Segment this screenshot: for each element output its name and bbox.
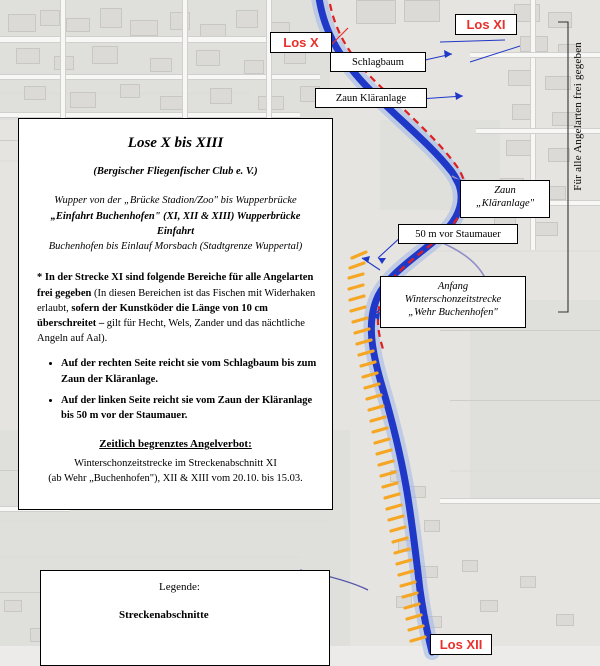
ban-line2: (ab Wehr „Buchenhofen"), XII & XIII vom 20.10. bis 15.03. xyxy=(48,473,303,485)
winter-line3: „Wehr Buchenhofen" xyxy=(408,307,498,319)
info-title: Lose X bis XIII xyxy=(127,135,224,151)
para1-b: (In diesen Bereichen ist das Fischen mit Widerhaken erlaubt, xyxy=(37,287,316,314)
para1-c: sofern der Kunstköder die Länge von 10 cm überschreitet – xyxy=(37,302,268,329)
stretch-line1: Wupper von der „Brücke Stadion/Zoo" bis Wupperbrücke xyxy=(54,195,297,207)
callout-zaun-line1: Zaun xyxy=(494,185,516,196)
label-los-xi: Los XI xyxy=(455,14,517,35)
list-item: • Auf der rechten Seite reicht sie vom Schlagbaum bis zum Zaun der Kläranlage. xyxy=(61,356,318,386)
para1-d: gilt für Hecht, Wels, Zander und das nächtliche Angeln auf Aal). xyxy=(37,317,305,345)
label-los-x: Los X xyxy=(270,32,332,53)
info-stretch xyxy=(33,193,318,254)
info-ban-heading: Zeitlich begrenztes Angelverbot: xyxy=(99,438,252,451)
info-para1 xyxy=(37,270,318,346)
legend-row xyxy=(53,609,317,621)
winter-line2: Winterschonzeitstrecke xyxy=(404,294,502,306)
callout-zaun-line2: „Kläranlage" xyxy=(475,198,535,210)
legend-item-label: Streckenabschnitte xyxy=(119,609,209,621)
callout-schlagbaum: Schlagbaum xyxy=(330,52,426,72)
callout-winterschonzeitstrecke xyxy=(380,276,526,328)
stretch-line2: „Einfahrt Buchenhofen" (XI, XII & XIII) Wupperbrücke Einfahrt xyxy=(50,210,301,237)
label-vertical-bracket: Für alle Angelarten frei gegeben xyxy=(572,42,584,191)
info-club: (Bergischer Fliegenfischer Club e. V.) xyxy=(93,166,258,178)
callout-staumauer: 50 m vor Staumauer xyxy=(398,224,518,244)
stretch-line3: Buchenhofen bis Einlauf Morsbach (Stadtgrenze Wuppertal) xyxy=(48,241,303,253)
callout-zaun-klaeranlage-1: Zaun Kläranlage xyxy=(315,88,427,108)
legend-heading: Legende: xyxy=(159,581,200,593)
label-los-xii: Los XII xyxy=(430,634,492,655)
info-ban-body xyxy=(33,456,318,486)
winter-line1: Anfang xyxy=(437,281,469,292)
info-panel xyxy=(18,118,333,510)
info-bullets xyxy=(35,356,318,423)
legend-panel xyxy=(40,570,330,666)
callout-zaun-klaeranlage-2 xyxy=(460,180,550,218)
list-item: • Auf der linken Seite reicht sie vom Zaun der Kläranlage bis 50 m vor der Staumauer. xyxy=(61,393,318,423)
ban-line1: Winterschonzeitstrecke im Streckenabschnitt XI xyxy=(74,458,277,470)
para1-a: * In der Strecke XI sind folgende Bereiche für alle Angelarten frei gegeben xyxy=(37,272,314,299)
